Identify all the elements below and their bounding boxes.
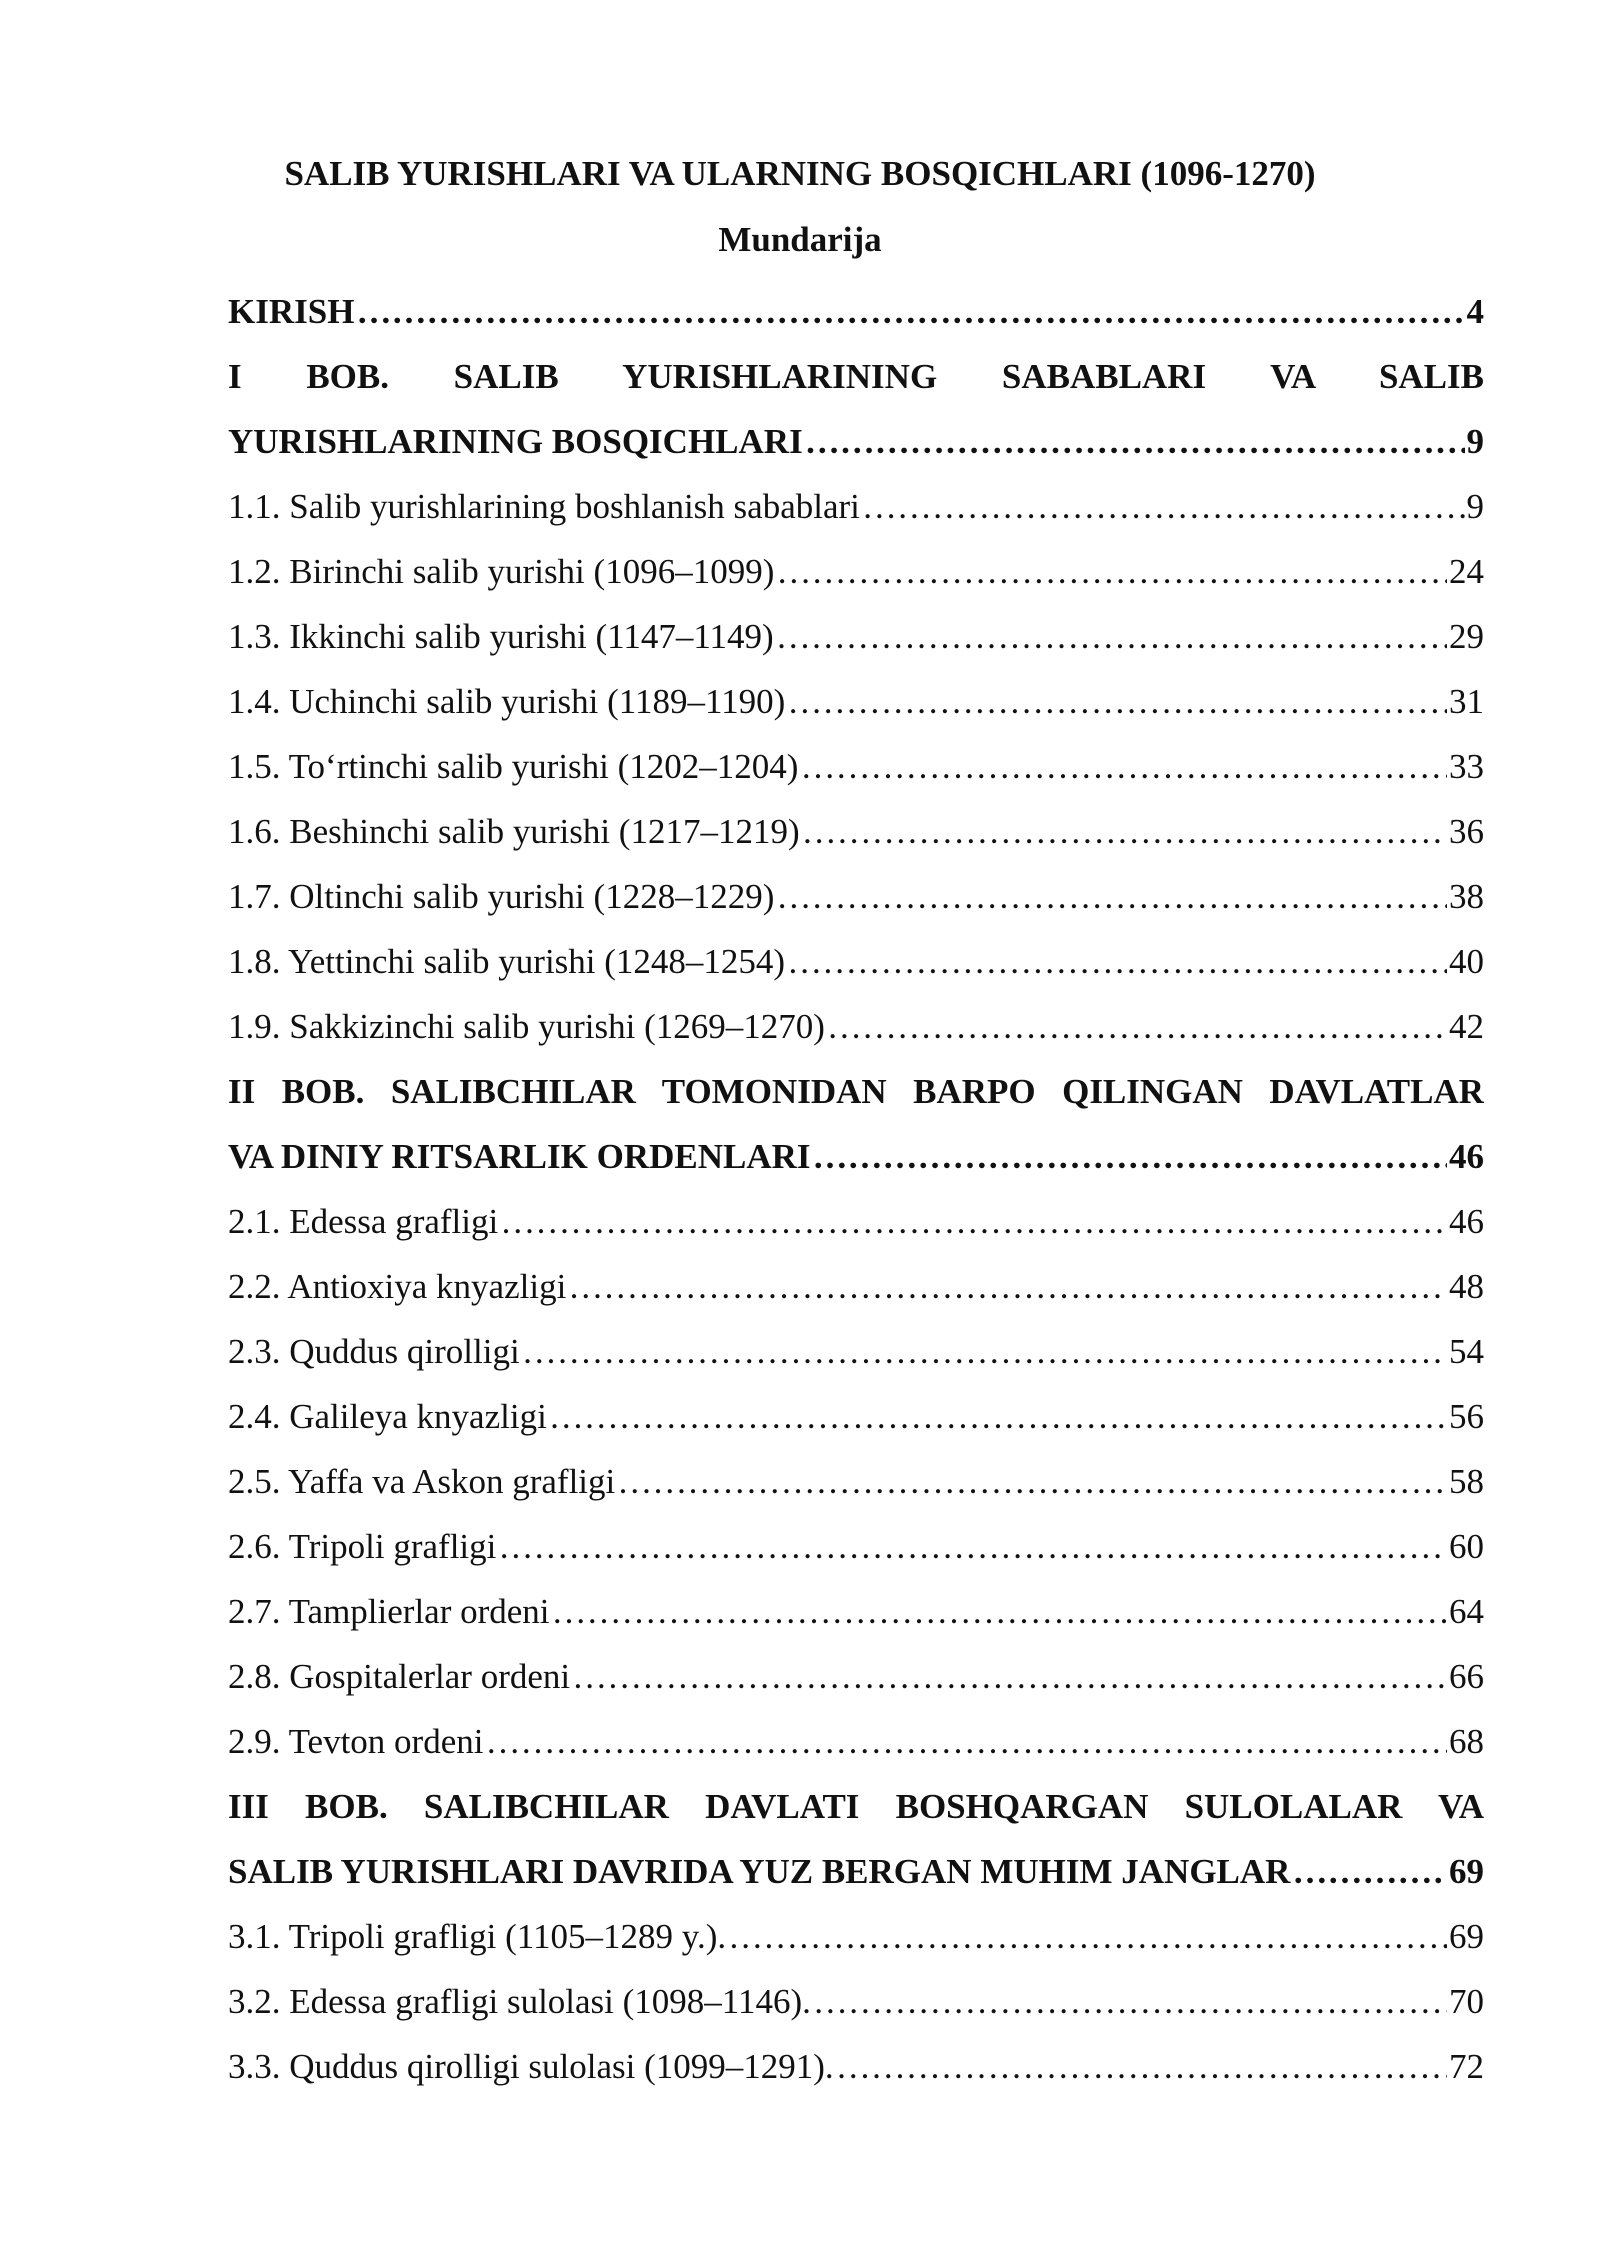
- toc-entry-label: 1.7. Oltinchi salib yurishi (1228–1229): [228, 876, 775, 916]
- toc-entry-page: 9: [1466, 486, 1484, 526]
- toc-entry-page: 69: [1449, 1916, 1484, 1956]
- toc-chapter-3-line-2[interactable]: [228, 1839, 1484, 1904]
- dot-leader: [552, 1592, 1447, 1632]
- toc-entry-page: 9: [1466, 421, 1484, 461]
- toc-entry-page: 69: [1449, 1851, 1484, 1891]
- toc-entry-label: 2.6. Tripoli grafligi: [228, 1526, 497, 1566]
- table-of-contents: [228, 279, 1484, 2099]
- toc-entry-page: 46: [1449, 1201, 1484, 1241]
- toc-entry-page: 58: [1449, 1461, 1484, 1501]
- toc-entry-label: 1.2. Birinchi salib yurishi (1096–1099): [228, 551, 775, 591]
- dot-leader: [549, 1397, 1447, 1437]
- toc-entry-page: 31: [1449, 681, 1484, 721]
- toc-entry[interactable]: [228, 1579, 1484, 1644]
- toc-entry-page: 40: [1449, 941, 1484, 981]
- toc-entry[interactable]: [228, 799, 1484, 864]
- toc-entry-page: 42: [1449, 1006, 1484, 1046]
- toc-entry[interactable]: [228, 1254, 1484, 1319]
- toc-entry-label: 1.3. Ikkinchi salib yurishi (1147–1149): [228, 616, 774, 656]
- toc-entry-label: SALIB YURISHLARI DAVRIDA YUZ BERGAN MUHIM JANGLAR: [228, 1851, 1291, 1891]
- toc-entry-page: 72: [1449, 2046, 1484, 2086]
- toc-entry-label: 3.3. Quddus qirolligi sulolasi (1099–1291).: [228, 2046, 834, 2086]
- toc-entry[interactable]: [228, 1904, 1484, 1969]
- toc-entry[interactable]: [228, 474, 1484, 539]
- toc-entry[interactable]: [228, 994, 1484, 1059]
- dot-leader: [787, 682, 1447, 722]
- dot-leader: [728, 1917, 1447, 1957]
- toc-entry-page: 56: [1449, 1396, 1484, 1436]
- toc-chapter-2-line-2[interactable]: [228, 1124, 1484, 1189]
- dot-leader: [787, 942, 1447, 982]
- toc-entry-page: 64: [1449, 1591, 1484, 1631]
- toc-entry-page: 36: [1449, 811, 1484, 851]
- toc-entry-label: 1.9. Sakkizinchi salib yurishi (1269–1270): [228, 1006, 825, 1046]
- toc-entry-label: 2.5. Yaffa va Askon grafligi: [228, 1461, 616, 1501]
- dot-leader: [572, 1657, 1447, 1697]
- toc-chapter-1-line-2[interactable]: [228, 409, 1484, 474]
- toc-entry-page: 66: [1449, 1656, 1484, 1696]
- toc-entry-label: 2.4. Galileya knyazligi: [228, 1396, 547, 1436]
- toc-entry[interactable]: [228, 1319, 1484, 1384]
- toc-entry-label: 2.8. Gospitalerlar ordeni: [228, 1656, 571, 1696]
- toc-entry-page: 33: [1449, 746, 1484, 786]
- dot-leader: [498, 1527, 1447, 1567]
- toc-entry-label: 2.7. Tamplierlar ordeni: [228, 1591, 550, 1631]
- dot-leader: [485, 1722, 1447, 1762]
- dot-leader: [813, 1137, 1448, 1177]
- toc-entry[interactable]: [228, 864, 1484, 929]
- toc-entry-page: 60: [1449, 1526, 1484, 1566]
- toc-entry[interactable]: [228, 1644, 1484, 1709]
- toc-entry[interactable]: [228, 1709, 1484, 1774]
- toc-entry-label: 1.6. Beshinchi salib yurishi (1217–1219): [228, 811, 800, 851]
- toc-entry[interactable]: [228, 539, 1484, 604]
- document-title: SALIB YURISHLARI VA ULARNING BOSQICHLARI (1096-1270): [284, 154, 1316, 193]
- toc-entry-label: 3.2. Edessa grafligi sulolasi (1098–1146).: [228, 1981, 811, 2021]
- dot-leader: [827, 1007, 1447, 1047]
- toc-entry-label: VA DINIY RITSARLIK ORDENLARI: [228, 1136, 811, 1176]
- toc-entry-page: 70: [1449, 1981, 1484, 2021]
- toc-entry-page: 54: [1449, 1331, 1484, 1371]
- toc-entry-page: 24: [1449, 551, 1484, 591]
- toc-chapter-1-line-1[interactable]: I BOB. SALIB YURISHLARINING SABABLARI VA SALIB: [228, 357, 1484, 396]
- toc-entry-label: 2.2. Antioxiya knyazligi: [228, 1266, 567, 1306]
- toc-entry-label: 2.1. Edessa grafligi: [228, 1201, 499, 1241]
- toc-entry-page: 38: [1449, 876, 1484, 916]
- dot-leader: [568, 1267, 1447, 1307]
- dot-leader: [800, 747, 1447, 787]
- toc-entry[interactable]: [228, 669, 1484, 734]
- dot-leader: [776, 552, 1447, 592]
- dot-leader: [862, 487, 1465, 527]
- toc-entry-page: 48: [1449, 1266, 1484, 1306]
- toc-entry-page: 68: [1449, 1721, 1484, 1761]
- dot-leader: [1292, 1852, 1447, 1892]
- dot-leader: [500, 1202, 1447, 1242]
- dot-leader: [522, 1332, 1447, 1372]
- toc-entry[interactable]: [228, 604, 1484, 669]
- toc-entry[interactable]: [228, 929, 1484, 994]
- toc-entry[interactable]: [228, 2034, 1484, 2099]
- dot-leader: [802, 812, 1447, 852]
- toc-chapter-3-line-1[interactable]: III BOB. SALIBCHILAR DAVLATI BOSHQARGAN SULOLALAR VA: [228, 1787, 1484, 1826]
- toc-entry[interactable]: [228, 1969, 1484, 2034]
- dot-leader: [776, 877, 1447, 917]
- dot-leader: [617, 1462, 1447, 1502]
- toc-entry-label: YURISHLARINING BOSQICHLARI: [228, 421, 803, 461]
- toc-entry[interactable]: [228, 1189, 1484, 1254]
- toc-entry[interactable]: [228, 1514, 1484, 1579]
- dot-leader: [805, 422, 1465, 462]
- toc-entry-page: 46: [1449, 1136, 1484, 1176]
- dot-leader: [813, 1982, 1447, 2022]
- toc-entry-label: 2.9. Tevton ordeni: [228, 1721, 484, 1761]
- toc-entry-label: KIRISH: [228, 291, 355, 331]
- toc-entry-label: 1.4. Uchinchi salib yurishi (1189–1190): [228, 681, 786, 721]
- dot-leader: [836, 2047, 1447, 2087]
- toc-entry-label: 2.3. Quddus qirolligi: [228, 1331, 520, 1371]
- dot-leader: [776, 617, 1447, 657]
- toc-entry-intro[interactable]: [228, 279, 1484, 344]
- toc-entry-page: 4: [1466, 291, 1484, 331]
- toc-entry[interactable]: [228, 734, 1484, 799]
- toc-chapter-2-line-1[interactable]: II BOB. SALIBCHILAR TOMONIDAN BARPO QILINGAN DAVLATLAR: [228, 1072, 1484, 1111]
- toc-entry[interactable]: [228, 1449, 1484, 1514]
- toc-entry[interactable]: [228, 1384, 1484, 1449]
- toc-heading: Mundarija: [718, 220, 882, 259]
- toc-entry-label: 3.1. Tripoli grafligi (1105–1289 y.).: [228, 1916, 727, 1956]
- dot-leader: [356, 292, 1464, 332]
- toc-entry-label: 1.8. Yettinchi salib yurishi (1248–1254): [228, 941, 786, 981]
- toc-entry-label: 1.5. To‘rtinchi salib yurishi (1202–1204): [228, 746, 799, 786]
- toc-entry-page: 29: [1449, 616, 1484, 656]
- toc-entry-label: 1.1. Salib yurishlarining boshlanish sabablari: [228, 486, 860, 526]
